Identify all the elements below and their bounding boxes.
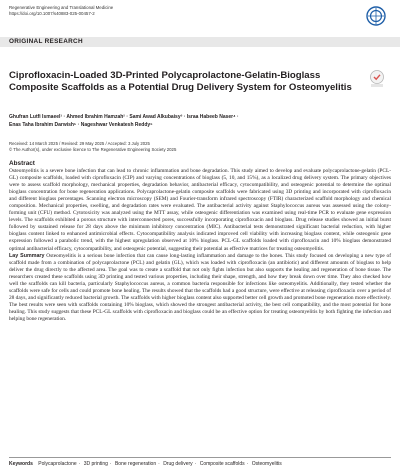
keyword: Bone regeneration [114,461,157,467]
copyright-notice: © The Author(s), under exclusive licence to The Regenerative Engineering Society 2025 [9,147,177,152]
journal-doi[interactable]: https://doi.org/10.1007/s40883-025-00457-2 [9,11,95,16]
authors-line-2[interactable]: Enas Taha Ibrahim Darwish⁵ · Nageshwar Venkatesh Reddy⁶ [9,122,153,128]
section-band [0,37,400,47]
author-list [9,113,369,129]
keyword: 3D printing [83,461,108,467]
keywords-label: Keywords [9,461,33,467]
journal-header [9,5,113,17]
lay-summary-label: Lay Summary [9,252,45,259]
abstract-text: Osteomyelitis is a severe bone infection that can lead to chronic inflammation and bone degradation. This study aimed to develop and evaluate polycaprolactone-gelatin (PCL-GL) composite scaffolds, loaded with ciprofloxacin (CIP) and varying concentrations of bioglass (5, 10, and 15%), as a localized drug delivery system. The primary objectives were to assess scaffold morphology, mechanical properties, degradation behavior, antibacterial efficacy, cytocompatibility, and osteogenic potential to determine the optimal bioglass concentration for bone regeneration applications. Polycaprolactone-gelatin composite scaffolds were fabricated using 3D printing and incorporated with ciprofloxacin and different bioglass percentages. Scanning electron microscopy (SEM) and Fourier-transform infrared spectroscopy (FTIR) characterized scaffold morphology and chemical composition. Mechanical properties, swelling, and degradation rates were evaluated. The antibacterial activity against Staphylococcus aureus was assessed using the colony-forming unit (CFU) method. Cytotoxicity was analyzed using the MTT assay, while osteogenic differentiation was examined using real-time PCR to evaluate gene expression levels. The scaffolds exhibited a porous structure with interconnected pores, successfully incorporating ciprofloxacin and bioglass. Drug release studies showed an initial burst followed by sustained release for 28 days above the minimum inhibitory concentration (MIC). Antibacterial tests demonstrated significant bacterial reduction, with higher bioglass content linked to enhanced antimicrobial effects. Cytocompatibility analysis indicated improved cell viability with increasing bioglass content, while osteogenic gene expression followed a parabolic trend, with the highest upregulation observed at 10% bioglass. PCL-GL scaffolds loaded with ciprofloxacin and 10% bioglass demonstrated optimal antibacterial efficacy, cytocompatibility, and osteogenic potential, suggesting their potential as effective matrices for treating osteomyelitis. [9,168,391,252]
journal-logo-icon [366,6,386,26]
check-for-updates-icon[interactable] [369,70,385,88]
article-title: Ciprofloxacin-Loaded 3D-Printed Polycaprolactone-Gelatin-Bioglass Composite Scaffolds as a Potential Drug Delivery System for Osteomyelitis [9,70,352,93]
keyword: Osteomyelitis [251,461,282,467]
journal-name: Regenerative Engineering and Translational Medicine [9,5,114,10]
keywords-divider [9,457,391,458]
article-history [9,141,389,153]
keywords-row: Keywords Polycaprolactone · 3D printing · Bone regeneration · Drug delivery · Composite scaffolds · Osteomyelitis [9,461,282,467]
lay-summary-text: Osteomyelitis is a serious bone infection that can cause long-lasting inflammation and damage to the bones. This study focused on developing a new type of scaffold made from a combination of polycaprolactone (PCL) and gelatin (GL), which was loaded with ciprofloxacin (an antibiotic) and different amounts of bioglass to help deliver the drug directly to the affected area. The goal was to create a scaffold that not only fights infection but also supports the healing and regeneration of bone tissue. The researchers created these scaffolds using 3D printing and tested various properties, including their shape, strength, and how they break down over time. They also checked how well the scaffolds can kill bacteria, particularly Staphylococcus aureus, a common bacteria responsible for infections like osteomyelitis. Additionally, they tested whether the scaffolds were safe for cells and could promote bone healing. The results showed that the scaffolds had a good structure, were effective at releasing ciprofloxacin over a period of 28 days, and significantly reduced bacterial growth. The scaffolds with higher bioglass content also supported better cell growth and promoted bone regeneration more effectively. The best results were seen with scaffolds containing 10% bioglass, which showed the strongest antibacterial activity, the best cell compatibility, and the most potential for bone healing. This study suggests that these PCL-GL scaffolds with ciprofloxacin and bioglass could be an effective option for treating osteomyelitis by both fighting the infection and helping bone regeneration. [9,252,391,322]
keyword: Drug delivery [163,461,193,467]
section-label: ORIGINAL RESEARCH [9,38,83,45]
keyword: Polycaprolactone [38,461,77,467]
keyword: Composite scaffolds [199,461,245,467]
abstract-heading: Abstract [9,160,35,167]
authors-line-1[interactable]: Ghufran Lutfi Ismaeel¹ · Ahmed Ibrahim Hamzah² · Sami Awad Alkubaisy³ · Israa Habeeb Naser⁴ · [9,114,239,120]
abstract-body [9,168,391,323]
history-dates: Received: 14 March 2025 / Revised: 29 May 2025 / Accepted: 3 July 2025 [9,141,150,146]
